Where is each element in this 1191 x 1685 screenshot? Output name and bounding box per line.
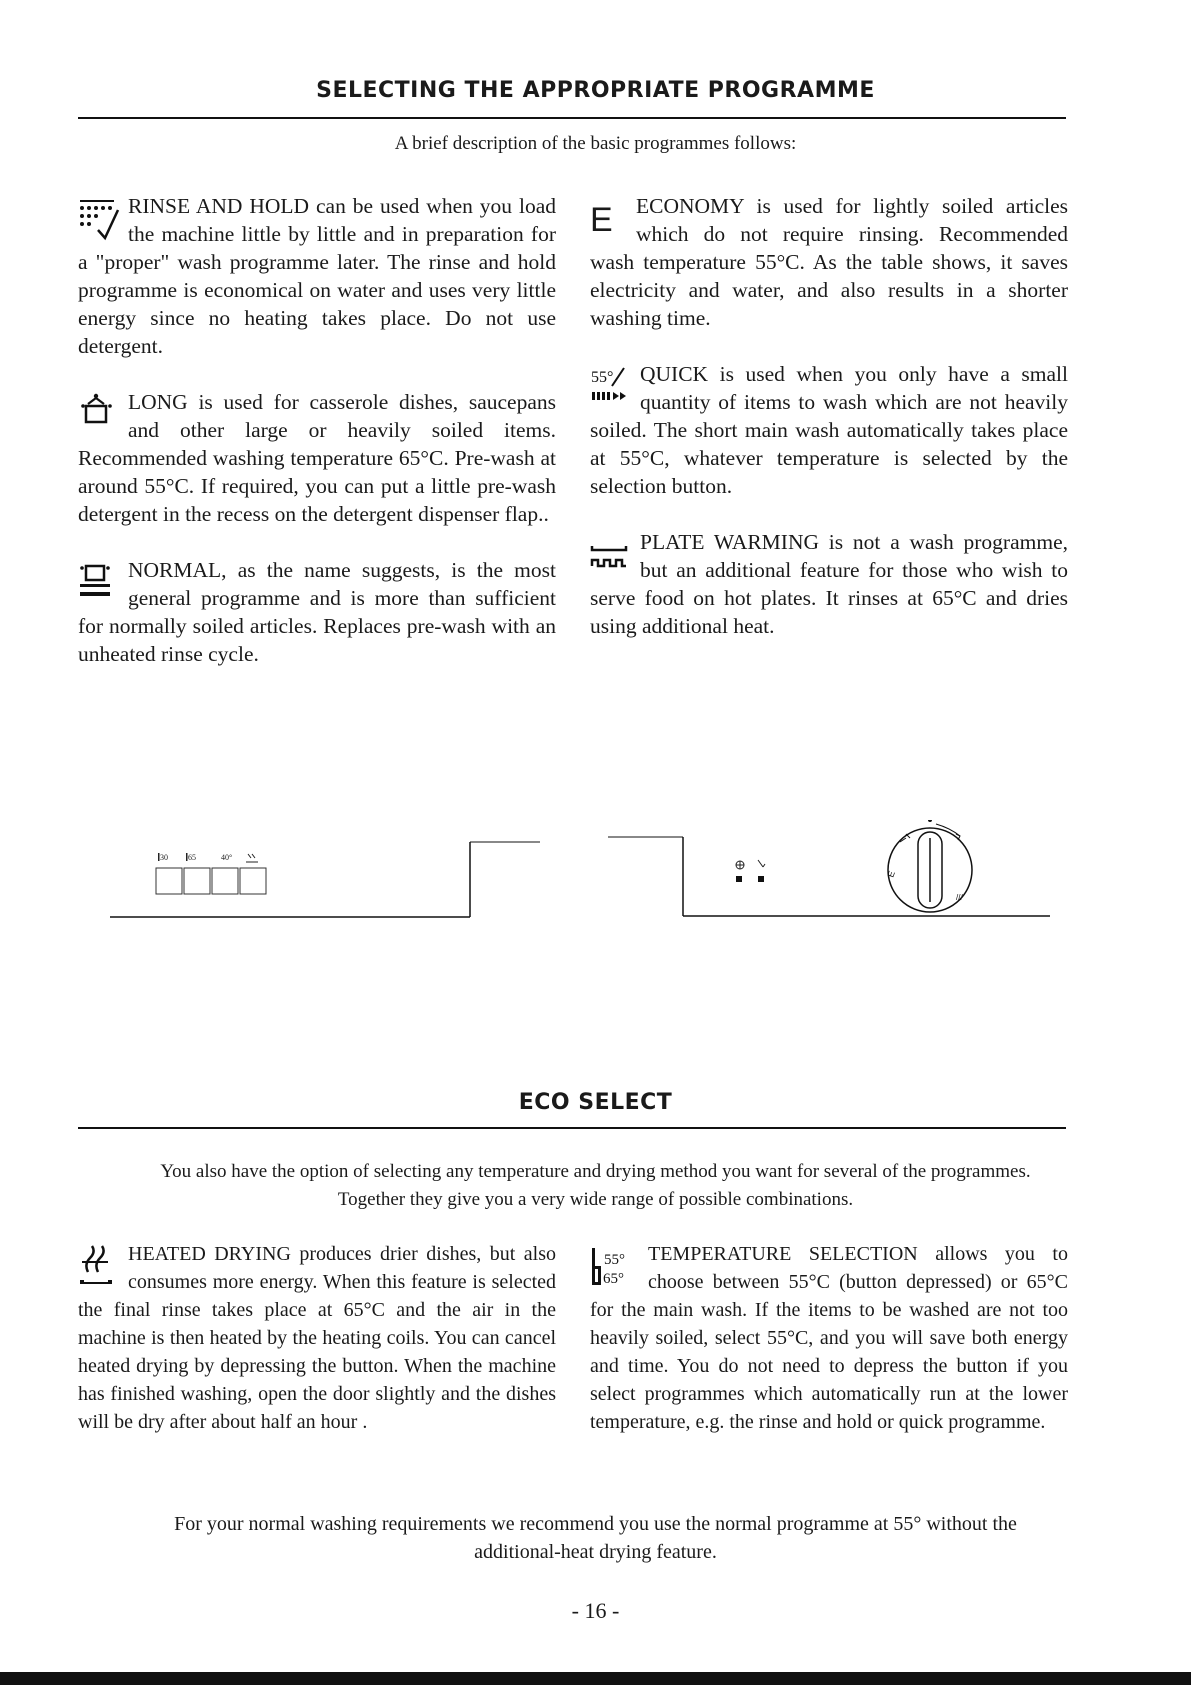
eco-right-column	[590, 1240, 1068, 1436]
panel-label-30: 30	[160, 853, 168, 862]
eco-intro-line2: Together they give you a very wide range of possible combinations.	[337, 1189, 854, 1210]
eco-left-column	[78, 1240, 556, 1436]
normal-icon	[78, 558, 122, 610]
recommendation-line1: For your normal washing requirements we recommend you use the normal programme at 55° without the	[174, 1513, 1017, 1535]
rinse-hold-icon	[78, 194, 122, 246]
programme-normal: NORMAL, as the name suggests, is the most general programme and is more than sufficient for normally soiled articles. Replaces pre-wash with an unheated rinse cycle.	[78, 558, 556, 666]
panel-label-65: 65	[188, 853, 196, 862]
section-title-eco-select: ECO SELECT	[518, 1090, 673, 1115]
long-icon	[78, 390, 122, 442]
quick-icon-temp: 55°	[591, 369, 614, 386]
programme-quick: 55° QUICK is used when you only have a small quantity of items to wash which are not heavily soiled. The short main wash automatically takes place at 55°C, whatever temperature is selected by the selection button.	[590, 362, 1068, 498]
programme-plate-warming: PLATE WARMING is not a wash programme, but an additional feature for those who wish to serve food on hot plates. It rinses at 65°C and dries using additional heat.	[590, 530, 1068, 638]
section-intro: A brief description of the basic programmes follows:	[394, 133, 797, 154]
page-bottom-edge	[0, 1672, 1191, 1685]
temp-icon-65: 65°	[603, 1271, 624, 1287]
page-number: - 16 -	[571, 1598, 620, 1623]
temp-icon-55: 55°	[604, 1252, 625, 1268]
programme-rinse-hold: RINSE AND HOLD can be used when you load the machine little by little and in preparation for a "proper" wash programme later. The rinse and hold programme is economical on water and uses very little energy since no heating takes place. Do not use detergent.	[78, 194, 556, 358]
panel-label-40: 40°	[221, 853, 233, 862]
quick-icon	[590, 362, 634, 414]
section-title-programmes: SELECTING THE APPROPRIATE PROGRAMME	[316, 78, 875, 103]
recommendation-line2: additional-heat drying feature.	[474, 1541, 717, 1563]
control-panel-illustration	[100, 820, 1060, 940]
economy-icon: E	[590, 201, 613, 239]
left-column	[78, 192, 556, 668]
heated-drying-icon	[78, 1242, 122, 1294]
section-rule-2	[78, 1127, 1066, 1129]
section-rule	[78, 117, 1066, 119]
svg-text:E: E	[885, 869, 897, 879]
plate-warming-icon	[590, 530, 634, 582]
temperature-selection-icon	[590, 1242, 642, 1294]
temperature-selection-paragraph: 55° 65° TEMPERATURE SELECTION allows you to choose between 55°C (button depressed) or 65°C for the main wash. If the items to be washed are not too heavily soiled, select 55°C, and you will save both energy and time. You do not need to depress the button if you select programmes which automatically run at the lower temperature, e.g. the rinse and hold or quick programme.	[590, 1243, 1068, 1433]
right-column	[590, 192, 1068, 640]
programme-long: LONG is used for casserole dishes, saucepans and other large or heavily soiled items. Recommended washing temperature 65°C. Pre-wash at around 55°C. If required, you can put a little pre-wash detergent in the recess on the detergent dispenser flap..	[78, 390, 556, 526]
eco-intro-line1: You also have the option of selecting any temperature and drying method you want for several of the programmes.	[160, 1161, 1031, 1182]
programme-economy: E ECONOMY is used for lightly soiled articles which do not require rinsing. Recommended wash temperature 55°C. As the table shows, it saves electricity and water, and also results in a shorter washing time.	[590, 194, 1068, 330]
svg-text:///: ///	[956, 893, 963, 902]
heated-drying-paragraph: HEATED DRYING produces drier dishes, but also consumes more energy. When this feature is selected the final rinse takes place at 65°C and the air in the machine is then heated by the heating coils. You can cancel heated drying by depressing the button. When the machine has finished washing, open the door slightly and the dishes will be dry after about half an hour .	[78, 1243, 556, 1433]
